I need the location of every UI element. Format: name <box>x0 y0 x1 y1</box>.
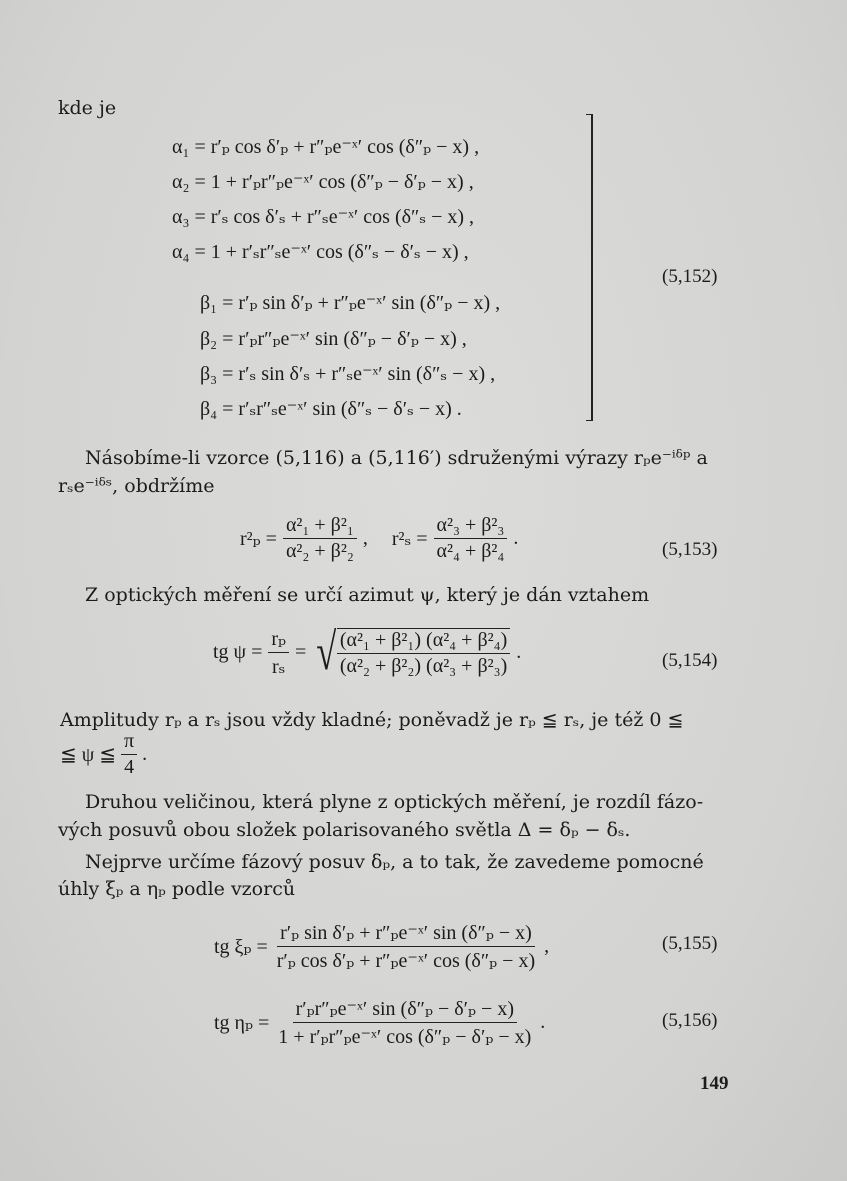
equation-number: (5,156) <box>662 1010 718 1031</box>
eq-alpha-4: α₄ = 1 + r′ₛr″ₛe⁻ˣ′ cos (δ″ₛ − δ′ₛ − x) , <box>172 241 469 263</box>
eq-beta-4: β₄ = r′ₛr″ₛe⁻ˣ′ sin (δ″ₛ − δ′ₛ − x) . <box>200 398 462 420</box>
eq-beta-3: β₃ = r′ₛ sin δ′ₛ + r″ₛe⁻ˣ′ sin (δ″ₛ − x) , <box>200 363 496 385</box>
eq-lhs: r²ₛ = <box>391 528 428 550</box>
eq-alpha-2: α₂ = 1 + r′ₚr″ₚe⁻ˣ′ cos (δ″ₚ − δ′ₚ − x) , <box>172 171 474 193</box>
eq-beta-2: β₂ = r′ₚr″ₚe⁻ˣ′ sin (δ″ₚ − δ′ₚ − x) , <box>200 328 467 350</box>
period: . <box>142 743 148 765</box>
paragraph-line: Násobíme-li vzorce (5,116) a (5,116′) sdruženými výrazy rₚe⁻ⁱᵟᵖ a <box>85 447 708 469</box>
denominator: rₛ <box>271 656 286 678</box>
eq-beta-1: β₁ = r′ₚ sin δ′ₚ + r″ₚe⁻ˣ′ sin (δ″ₚ − x) , <box>200 292 501 314</box>
equation-5-155 <box>214 920 549 973</box>
paragraph-line: Z optických měření se určí azimut ψ, který je dán vztahem <box>85 584 650 606</box>
numerator: α²₁ + β²₁ <box>283 514 357 539</box>
page-number: 149 <box>700 1073 729 1094</box>
paragraph-line: Druhou veličinou, která plyne z optických měření, je rozdíl fázo- <box>85 791 704 813</box>
paragraph-line: úhly ξₚ a ηₚ podle vzorců <box>58 878 296 900</box>
denominator: α²₄ + β²₄ <box>436 540 505 562</box>
period: . <box>516 641 522 663</box>
fraction <box>337 628 510 678</box>
separator: , <box>362 527 368 549</box>
eq-alpha-1: α₁ = r′ₚ cos δ′ₚ + r″ₚe⁻ˣ′ cos (δ″ₚ − x) , <box>172 136 480 158</box>
denominator: r′ₚ cos δ′ₚ + r″ₚe⁻ˣ′ cos (δ″ₚ − x) <box>276 950 536 972</box>
eq-lhs: tg ξₚ = <box>214 936 268 958</box>
numerator: r′ₚ sin δ′ₚ + r″ₚe⁻ˣ′ sin (δ″ₚ − x) <box>277 920 535 947</box>
equation-number: (5,154) <box>662 650 718 671</box>
numerator: r′ₚr″ₚe⁻ˣ′ sin (δ″ₚ − δ′ₚ − x) <box>293 996 517 1023</box>
denominator: α²₂ + β²₂ <box>285 540 354 562</box>
equation-number: (5,152) <box>662 266 718 287</box>
paragraph-line: rₛe⁻ⁱᵟˢ, obdržíme <box>58 475 215 497</box>
denominator: (α²₂ + β²₂) (α²₃ + β²₃) <box>339 654 508 677</box>
equation-number: (5,153) <box>662 539 718 560</box>
equation-number: (5,155) <box>662 933 718 954</box>
radical-sign-icon: √ <box>316 623 337 681</box>
equation-5-154 <box>213 623 522 681</box>
equation-5-156 <box>214 996 545 1049</box>
paragraph-line <box>60 730 147 779</box>
eq-lhs: r²ₚ = <box>240 528 277 550</box>
square-root <box>312 623 510 681</box>
denominator: 1 + r′ₚr″ₚe⁻ˣ′ cos (δ″ₚ − δ′ₚ − x) <box>278 1026 532 1048</box>
comma: , <box>544 935 550 957</box>
eq-lhs: tg ηₚ = <box>214 1012 270 1034</box>
numerator: rₚ <box>268 626 289 653</box>
eq-lhs: tg ψ = <box>213 641 263 663</box>
fraction <box>121 730 137 779</box>
inequality: ≦ ψ ≦ <box>60 744 117 766</box>
paragraph-line: Nejprve určíme fázový posuv δₚ, a to tak, že zavedeme pomocné <box>85 851 704 873</box>
numerator: π <box>121 730 137 755</box>
fraction <box>274 920 538 973</box>
denominator: 4 <box>124 756 135 778</box>
eq-alpha-3: α₃ = r′ₛ cos δ′ₛ + r″ₛe⁻ˣ′ cos (δ″ₛ − x) , <box>172 206 475 228</box>
fraction <box>434 514 508 563</box>
numerator: α²₃ + β²₃ <box>434 514 508 539</box>
paragraph-line: Amplitudy rₚ a rₛ jsou vždy kladné; poněvadž je rₚ ≦ rₛ, je též 0 ≦ <box>60 709 684 731</box>
fraction <box>268 626 289 679</box>
equation-5-153 <box>240 514 518 563</box>
period: . <box>540 1011 546 1033</box>
fraction <box>275 996 534 1049</box>
right-brace <box>586 114 593 421</box>
period: . <box>513 527 519 549</box>
numerator: (α²₁ + β²₁) (α²₄ + β²₄) <box>337 629 510 654</box>
equals: = <box>295 641 307 663</box>
intro-text: kde je <box>58 97 117 119</box>
fraction <box>283 514 357 563</box>
paragraph-line: vých posuvů obou složek polarisovaného světla Δ = δₚ − δₛ. <box>58 819 631 841</box>
